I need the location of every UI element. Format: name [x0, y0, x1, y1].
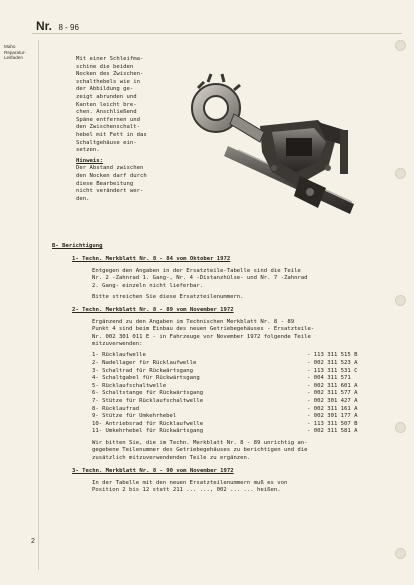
part-number: - 002 311 601 A — [307, 382, 358, 389]
item-line: Entgegen den Angaben in der Ersatzteile-Tabelle sind die Teile — [92, 267, 301, 274]
part-number: - 113 311 531 C — [307, 367, 358, 374]
part-number: - 113 311 507 B — [307, 420, 358, 427]
correction-item-2 — [72, 307, 406, 462]
item-line: Position 2 bis 12 statt 211 ... ..., 002 ... ... heißen. — [92, 487, 281, 494]
intro-line: Nocken des Zwischen- — [76, 71, 144, 78]
hint-line: nicht verändert wer- — [76, 188, 144, 195]
list-item — [92, 406, 406, 414]
item-line: Ergänzend zu den Angaben im Technischen Merkblatt Nr. 8 - 89 — [92, 318, 295, 325]
hint-label: Hinweis: — [76, 157, 103, 164]
correction-item-1 — [72, 256, 406, 301]
sidebar-caption — [4, 44, 34, 61]
item-line: zusätzlich mitzuverwendenden Teile zu ergänzen. — [92, 454, 251, 461]
binder-hole — [395, 548, 406, 559]
part-number: - 002 301 427 A — [307, 398, 358, 405]
part-description: 11- Umkehrhebel für Rückwärtsgang — [92, 428, 204, 435]
intro-instructions — [76, 56, 166, 203]
item-note: Bitte streichen Sie diese Ersatzteilenummern. — [92, 294, 244, 301]
intro-line: der Abbildung ge- — [76, 86, 134, 93]
intro-line: Schaltgehäuse ein- — [76, 139, 137, 146]
document-number-label: Nr. — [36, 19, 53, 33]
part-description: 1- Rücklaufwelle — [92, 352, 146, 359]
intro-line: hebel mit Fett in das — [76, 131, 147, 138]
part-description: 5- Rücklaufschaltwelle — [92, 382, 167, 389]
correction-item-3 — [72, 468, 406, 494]
item-line: Nr. 2 -Zahnrad 1. Gang-, Nr. 4 -Distanzhülse- und Nr. 7 -Zahnrad — [92, 275, 308, 282]
part-number: - 002 311 577 A — [307, 390, 358, 397]
page-number: 2 — [31, 538, 35, 545]
intro-line: den Zwischenschalt- — [76, 124, 140, 131]
list-item — [92, 428, 406, 436]
list-item — [92, 421, 406, 429]
item-title: 2- Techn. Merkblatt Nr. 8 - 89 vom November 1972 — [72, 307, 234, 314]
hint-line: den Nocken darf durch — [76, 172, 147, 179]
binder-hole — [395, 40, 406, 51]
list-item — [92, 398, 406, 406]
intro-line: Späne entfernen und — [76, 116, 140, 123]
intro-line: zeigt abrunden und — [76, 93, 137, 100]
intro-line: Kanten leicht bre- — [76, 101, 137, 108]
list-item — [92, 383, 406, 391]
intro-line: schalthebels wie in — [76, 78, 140, 85]
part-description: 9- Stütze für Umkehrhebel — [92, 413, 177, 420]
hint-line: den. — [76, 195, 90, 202]
part-description: 10- Antriebsrad für Rücklaufwelle — [92, 420, 204, 427]
hint-line: diese Bearbeitung — [76, 180, 134, 187]
header-rule — [32, 33, 402, 34]
part-number: - 002 311 161 A — [307, 405, 358, 412]
list-item — [92, 368, 406, 376]
intro-line: setzen. — [76, 147, 100, 154]
part-description: 8- Rücklaufrad — [92, 405, 140, 412]
item-line: mitzuverwenden: — [92, 341, 143, 348]
list-item — [92, 360, 406, 368]
item-title: 3- Techn. Merkblatt Nr. 8 - 90 vom November 1972 — [72, 468, 234, 475]
intro-line: schine die beiden — [76, 63, 134, 70]
part-description: 3- Schaltrad für Rückwärtsgang — [92, 367, 194, 374]
list-item — [92, 352, 406, 360]
item-title: 1- Techn. Merkblatt Nr. 8 - 84 vom Oktober 1972 — [72, 256, 231, 263]
part-description: 2- Nadellager für Rücklaufwelle — [92, 360, 197, 367]
parts-list — [92, 352, 406, 436]
part-number: - 002 301 177 A — [307, 413, 358, 420]
item-line: 2. Gang- einzeln nicht lieferbar. — [92, 282, 204, 289]
margin-rule — [38, 40, 39, 570]
sidebar-line: Leitfaden — [4, 55, 23, 61]
part-number: - 002 311 581 A — [307, 428, 358, 435]
correction-section — [52, 243, 406, 494]
item-line: In der Tabelle mit den neuen Ersatzteilenummern muß es von — [92, 479, 288, 486]
sidebar-line: Reparatur- — [4, 49, 26, 55]
hint-line: Der Abstand zwischen — [76, 165, 144, 172]
list-item — [92, 390, 406, 398]
part-description: 6- Schaltstange für Rückwärtsgang — [92, 390, 204, 397]
shift-lever-photo — [168, 68, 360, 220]
part-number: - 002 311 523 A — [307, 360, 358, 367]
intro-line: chen. Anschließend — [76, 109, 137, 116]
sidebar-line: Maho — [4, 44, 16, 49]
binder-hole — [395, 168, 406, 179]
list-item — [92, 375, 406, 383]
document-number-value: 8 - 96 — [58, 23, 79, 32]
part-description: 7- Stütze für Rücklaufschaltwelle — [92, 398, 204, 405]
part-description: 4- Schaltgabel für Rückwärtsgang — [92, 375, 200, 382]
section-title: B- Berichtigung — [52, 243, 103, 249]
part-number: - 113 311 515 B — [307, 352, 358, 359]
list-item — [92, 413, 406, 421]
item-line: Nr. 002 301 011 E - in Fahrzeuge vor November 1972 folgende Teile — [92, 333, 311, 340]
item-line: Wir bitten Sie, die im Techn. Merkblatt Nr. 8 - 89 unrichtig an- — [92, 440, 308, 446]
part-number: - 004 311 571 — [307, 375, 351, 382]
intro-line: Mit einer Schleifma- — [76, 56, 144, 62]
item-line: Punkt 4 sind beim Einbau des neuen Getriebegehäuses - Ersatzteile- — [92, 326, 315, 333]
item-line: gegebene Teilenummer des Getriebegehäuses zu berichtigen und die — [92, 447, 308, 454]
